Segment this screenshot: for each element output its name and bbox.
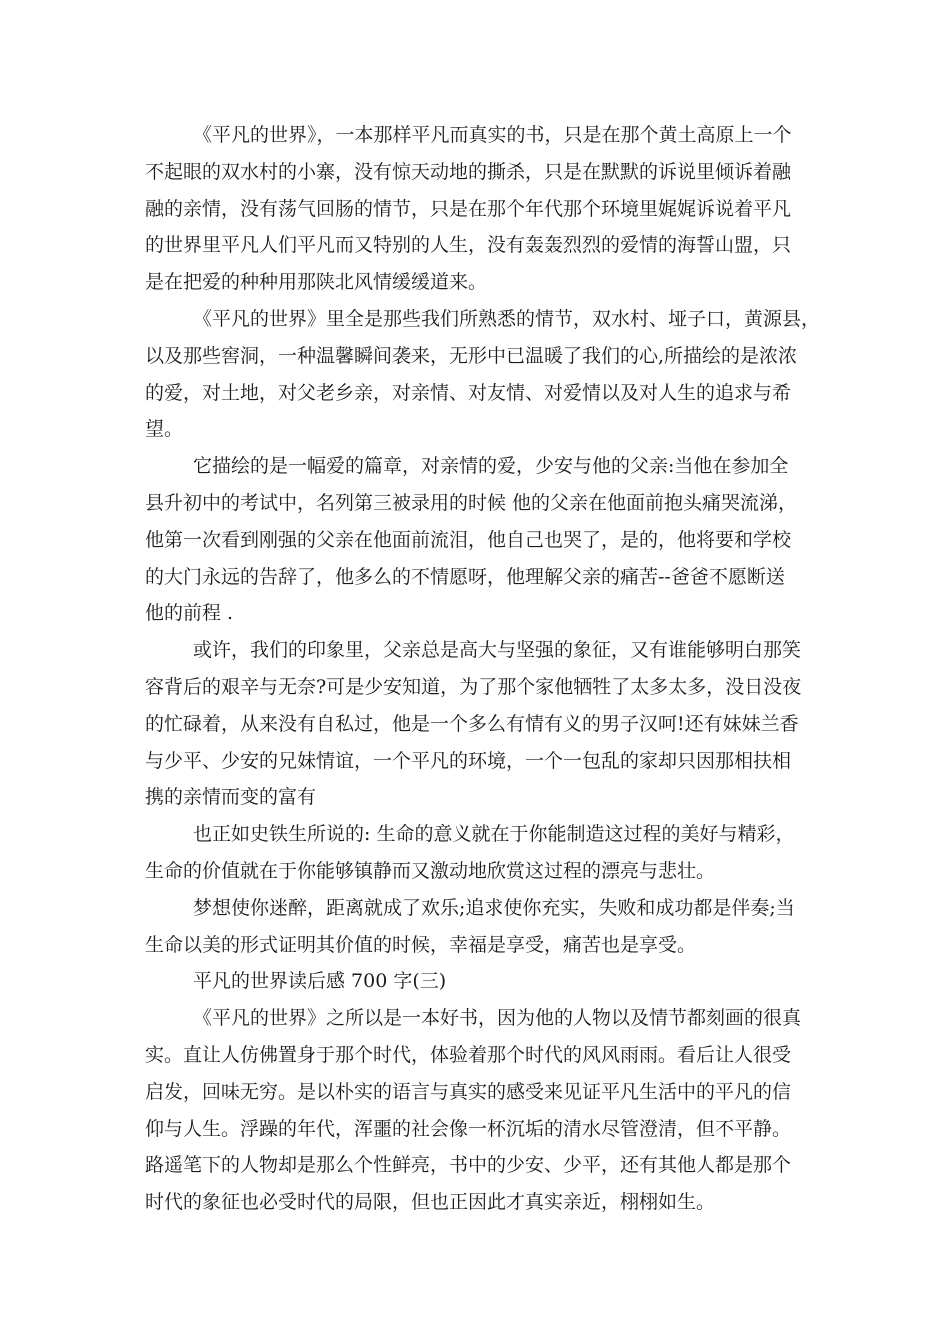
- text-line: 《平凡的世界》之所以是一本好书，因为他的人物以及情节都刻画的很真: [193, 1007, 802, 1029]
- text-line: 启发，回味无穷。是以朴实的语言与真实的感受来见证平凡生活中的平凡的信: [145, 1081, 792, 1103]
- text-line: 的忙碌着，从来没有自私过，他是一个多么有情有义的男子汉呵!还有妹妹兰香: [145, 713, 799, 735]
- text-line: 《平凡的世界》，一本那样平凡而真实的书，只是在那个黄土高原上一个: [193, 124, 792, 146]
- text-line: 携的亲情而变的富有: [145, 786, 317, 808]
- text-line: 以及那些窖洞，一种温馨瞬间袭来，无形中已温暖了我们的心,所描绘的是浓浓: [145, 345, 798, 367]
- text-line: 他第一次看到刚强的父亲在他面前流泪，他自己也哭了，是的，他将要和学校: [145, 529, 792, 551]
- text-line: 生命的价值就在于你能够镇静而又激动地欣赏这过程的漂亮与悲壮。: [145, 860, 716, 882]
- text-line: 是在把爱的种种用那陕北风情缓缓道来。: [145, 271, 488, 293]
- text-line: 也正如史铁生所说的: 生命的意义就在于你能制造这过程的美好与精彩，: [193, 823, 795, 845]
- text-line: 时代的象征也必受时代的局限，但也正因此才真实亲近，栩栩如生。: [145, 1191, 716, 1213]
- text-line: 容背后的艰辛与无奈?可是少安知道，为了那个家他牺牲了太多太多，没日没夜: [145, 676, 802, 698]
- text-line: 它描绘的是一幅爱的篇章，对亲情的爱，少安与他的父亲:当他在参加全: [193, 455, 789, 477]
- text-line: 的爱，对土地，对父老乡亲，对亲情、对友情、对爱情以及对人生的追求与希: [145, 382, 792, 404]
- text-line: 县升初中的考试中，名列第三被录用的时候 他的父亲在他面前抱头痛哭流涕，: [145, 492, 798, 514]
- text-line: 梦想使你迷醉，距离就成了欢乐;追求使你充实，失败和成功都是伴奏;当: [193, 897, 795, 919]
- text-line: 实。直让人仿佛置身于那个时代，体验着那个时代的风风雨雨。看后让人很受: [145, 1044, 792, 1066]
- text-line: 不起眼的双水村的小寨，没有惊天动地的撕杀，只是在默默的诉说里倾诉着融: [145, 161, 792, 183]
- heading-text: 平凡的世界读后感 700 字(三): [193, 970, 447, 992]
- text-line: 生命以美的形式证明其价值的时候，幸福是享受，痛苦也是享受。: [145, 934, 697, 956]
- text-line: 与少平、少安的兄妹情谊，一个平凡的环境，一个一包乱的家却只因那相扶相: [145, 750, 792, 772]
- text-line: 路遥笔下的人物却是那么个性鲜亮，书中的少安、少平，还有其他人都是那个: [145, 1154, 792, 1176]
- text-line: 的世界里平凡人们平凡而又特别的人生，没有轰轰烈烈的爱情的海誓山盟，只: [145, 234, 792, 256]
- text-line: 《平凡的世界》里全是那些我们所熟悉的情节，双水村、垭子口，黄源县，: [193, 308, 821, 330]
- text-line: 融的亲情，没有荡气回肠的情节，只是在那个年代那个环境里娓娓诉说着平凡: [145, 198, 792, 220]
- text-line: 他的前程 .: [145, 602, 234, 624]
- text-line: 或许，我们的印象里，父亲总是高大与坚强的象征，又有谁能够明白那笑: [193, 639, 802, 661]
- text-line: 的大门永远的告辞了，他多么的不情愿呀，他理解父亲的痛苦--爸爸不愿断送: [145, 566, 785, 588]
- text-line: 仰与人生。浮躁的年代，浑噩的社会像一杯沉垢的清水尽管澄清，但不平静。: [145, 1118, 792, 1140]
- text-line: 望。: [145, 418, 184, 440]
